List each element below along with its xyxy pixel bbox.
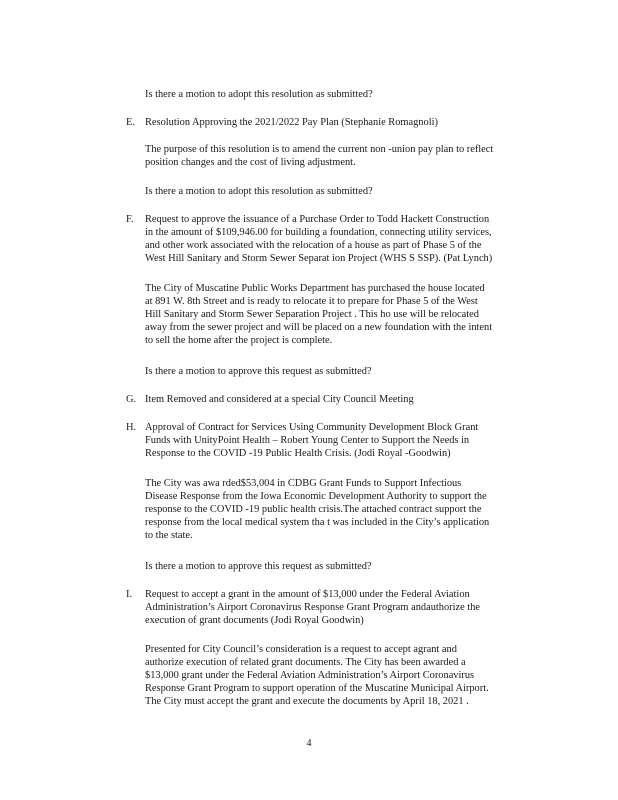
- item-title: Request to accept a grant in the amount of $13,000 under the Federal Aviation Administration’s Airport Coronavirus Response Grant Program andauthorize the execution of grant documents (Jodi Royal Goodwin): [145, 589, 481, 627]
- item-letter: E.: [126, 117, 135, 128]
- item-description-i: Presented for City Council’s consideration is a request to accept agrant and authorize execution of related grant documents. The City has been awarded a $13,000 grant under the Federal Aviation Administration’s Airport Coronavirus Response Grant Program to support operation of the Muscatine Municipal Airport. The City must accept the grant and execute the documents by April 18, 2021 .: [145, 644, 489, 708]
- item-letter: H.: [126, 422, 137, 433]
- item-title: Request to approve the issuance of a Purchase Order to Todd Hackett Construction in the amount of $109,946.00 for building a foundation, connecting utility services, and other work associated with the relocation of a house as part of Phase 5 of the West Hill Sanitary and Storm Sewer Separat ion Project (WHS S SSP). (Pat Lynch): [145, 214, 493, 265]
- item-letter: G.: [126, 394, 137, 405]
- item-description-f: The City of Muscatine Public Works Department has purchased the house located at 891 W. 8th Street and is ready to relocate it to prepare for Phase 5 of the West Hill Sanitary and Storm Sewer Separation Project . This ho use will be relocated away from the sewer project and will be placed on a new foundation with the intent to sell the home after the project is complete.: [145, 283, 493, 347]
- item-title: Approval of Contract for Services Using Community Development Block Grant Funds with UnityPoint Health – Robert Young Center to Support the Needs in Response to the COVID -19 Public Health Crisis. (Jodi Royal -Goodwin): [145, 422, 479, 460]
- item-letter: I.: [126, 589, 133, 600]
- motion-question-f: Is there a motion to approve this request as submitted?: [145, 366, 372, 377]
- item-title: Resolution Approving the 2021/2022 Pay Plan (Stephanie Romagnoli): [145, 117, 438, 128]
- motion-question-text: Is there a motion to adopt this resolution as submitted?: [145, 89, 373, 100]
- item-description-e: The purpose of this resolution is to amend the current non -union pay plan to reflect position changes and the cost of living adjustment.: [145, 144, 494, 169]
- item-title: Item Removed and considered at a special City Council Meeting: [145, 394, 414, 405]
- motion-question-h: Is there a motion to approve this request as submitted?: [145, 561, 372, 572]
- page-number: 4: [306, 738, 312, 749]
- motion-question-e: Is there a motion to adopt this resolution as submitted?: [145, 186, 373, 197]
- motion-question-d: [145, 88, 545, 101]
- item-letter: F.: [126, 214, 134, 225]
- item-description-h: The City was awa rded$53,004 in CDBG Grant Funds to Support Infectious Disease Response from the Iowa Economic Development Authority to support the response to the COVID -19 public health crisis.The attached contract support the response from the local medical system tha t was included in the City’s application to the state.: [145, 478, 490, 542]
